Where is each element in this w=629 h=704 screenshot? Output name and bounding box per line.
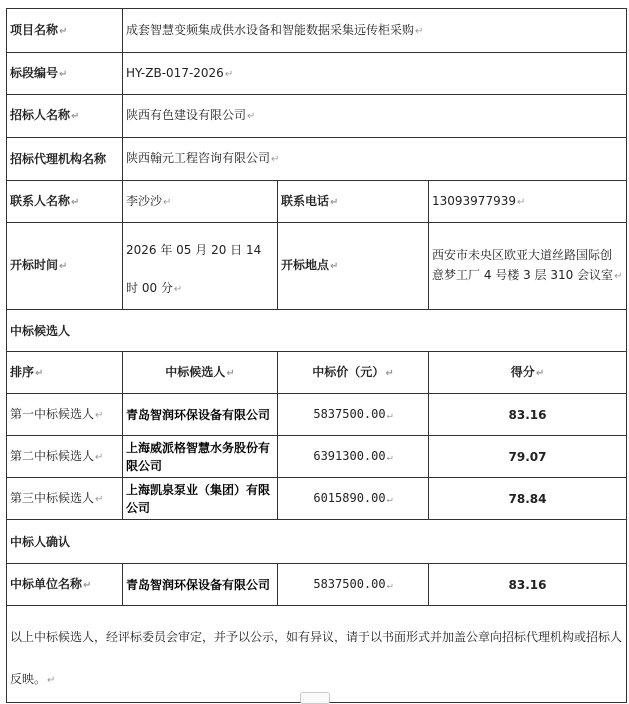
winner-score: 83.16 <box>429 564 627 606</box>
opening-time-label: 开标时间↵ <box>7 223 123 310</box>
row-candidates-title <box>7 310 627 352</box>
notice-text: 以上中标候选人，经评标委员会审定，并予以公示，如有异议，请于以书面形式并加盖公章向招标代理机构或招标人反映。↵ <box>7 606 627 703</box>
header-price: 中标价（元）↵ <box>278 352 429 394</box>
candidate-price: 5837500.00↵ <box>278 394 429 436</box>
opening-time-value: 2026 年 05 月 20 日 14 时 00 分↵ <box>123 223 278 310</box>
row-opening <box>7 223 627 310</box>
header-rank: 排序↵ <box>7 352 123 394</box>
candidates-section-title: 中标候选人 <box>7 310 627 352</box>
candidate-row-2 <box>7 436 627 478</box>
candidate-name: 青岛智润环保设备有限公司 <box>123 394 278 436</box>
candidate-row-3 <box>7 478 627 520</box>
bid-result-table <box>6 8 627 703</box>
candidate-rank: 第二中标候选人↵ <box>7 436 123 478</box>
opening-place-value: 西安市未央区欧亚大道丝路国际创意梦工厂 4 号楼 3 层 310 会议室↵ <box>429 223 627 310</box>
header-candidate: 中标候选人↵ <box>123 352 278 394</box>
phone-value: 13093977939↵ <box>429 181 627 223</box>
phone-label: 联系电话↵ <box>278 181 429 223</box>
candidate-score: 83.16 <box>429 394 627 436</box>
candidate-row-1 <box>7 394 627 436</box>
candidate-score: 79.07 <box>429 436 627 478</box>
winner-section-title: 中标人确认 <box>7 520 627 564</box>
header-score: 得分↵ <box>429 352 627 394</box>
contact-label: 联系人名称↵ <box>7 181 123 223</box>
agency-label: 招标代理机构名称 <box>7 138 123 181</box>
row-candidates-header <box>7 352 627 394</box>
row-winner-title <box>7 520 627 564</box>
winner-price: 5837500.00↵ <box>278 564 429 606</box>
agency-value: 陕西翰元工程咨询有限公司↵ <box>123 138 627 181</box>
candidate-name: 上海威派格智慧水务股份有限公司 <box>123 436 278 478</box>
winner-label: 中标单位名称↵ <box>7 564 123 606</box>
row-agency <box>7 138 627 181</box>
row-winner <box>7 564 627 606</box>
candidate-rank: 第三中标候选人↵ <box>7 478 123 520</box>
contact-value: 李沙沙↵ <box>123 181 278 223</box>
section-no-label: 标段编号↵ <box>7 53 123 95</box>
candidate-score: 78.84 <box>429 478 627 520</box>
tenderer-value: 陕西有色建设有限公司↵ <box>123 95 627 138</box>
row-notice <box>7 606 627 703</box>
tenderer-label: 招标人名称↵ <box>7 95 123 138</box>
opening-place-label: 开标地点↵ <box>278 223 429 310</box>
page-scroll-handle[interactable] <box>300 692 330 704</box>
row-tenderer <box>7 95 627 138</box>
project-name-label: 项目名称↵ <box>7 9 123 53</box>
candidate-price: 6391300.00↵ <box>278 436 429 478</box>
candidate-rank: 第一中标候选人↵ <box>7 394 123 436</box>
row-section-no <box>7 53 627 95</box>
candidate-name: 上海凯泉泵业（集团）有限公司 <box>123 478 278 520</box>
candidate-price: 6015890.00↵ <box>278 478 429 520</box>
project-name-value: 成套智慧变频集成供水设备和智能数据采集远传柜采购↵ <box>123 9 627 53</box>
row-contact <box>7 181 627 223</box>
winner-name: 青岛智润环保设备有限公司 <box>123 564 278 606</box>
row-project-name <box>7 9 627 53</box>
section-no-value: HY-ZB-017-2026↵ <box>123 53 627 95</box>
